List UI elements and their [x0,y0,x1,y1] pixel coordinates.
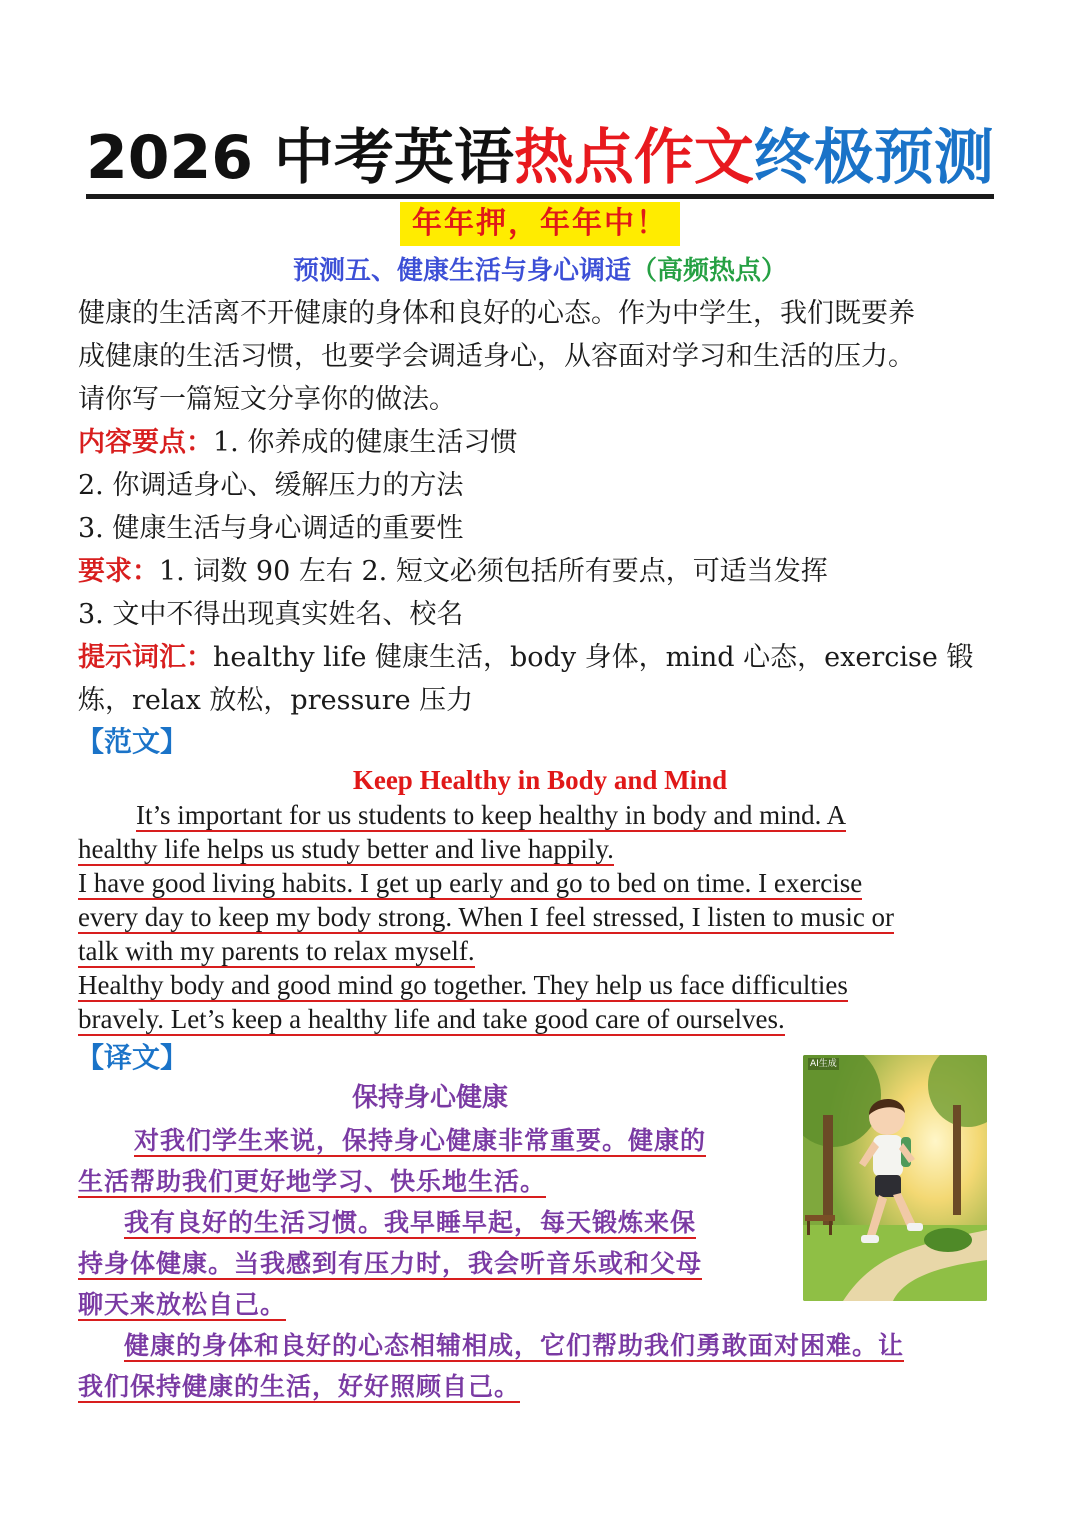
translation-text-final [78,1325,1008,1407]
essay-line-text: healthy life helps us study better and live happily. [78,834,614,864]
essay-line [78,1002,1008,1036]
essay-line-text: Healthy body and good mind go together. They help us face difficulties [78,970,848,1000]
translation-line-text: 我有良好的生活习惯。我早睡早起，每天锻炼来保 [124,1208,697,1237]
essay-line [78,968,1008,1002]
points-label: 内容要点： [78,427,213,458]
essay-line-text: talk with my parents to relax myself. [78,936,475,966]
sample-essay [78,798,1008,1036]
running-boy-illustration [803,1055,987,1301]
intro-line: 成健康的生活习惯，也要学会调适身心，从容面对学习和生活的压力。 [78,341,915,372]
essay-line-text: It’s important for us students to keep healthy in body and mind. A [136,800,847,830]
intro-line: 请你写一篇短文分享你的做法。 [78,384,456,415]
translation-line [78,1325,1008,1366]
translation-line [78,1284,778,1325]
sample-essay-label: 【范文】 [76,725,189,758]
translation-line-text: 健康的身体和良好的心态相辅相成，它们帮助我们勇敢面对困难。让 [124,1331,905,1360]
translation-line [78,1243,778,1284]
essay-title: Keep Healthy in Body and Mind [352,765,728,795]
translation-line [78,1202,778,1243]
point-item: 2. 你调适身心、缓解压力的方法 [78,470,464,501]
point-item: 1. 你养成的健康生活习惯 [213,427,518,458]
translation-line-text: 我们保持健康的生活，好好照顾自己。 [78,1372,521,1401]
essay-line [78,832,1008,866]
title-part-black: 2026 中考英语 [86,123,514,199]
slogan-highlight: 年年押，年年中！ [400,202,680,246]
vocab-text: healthy life 健康生活，body 身体，mind 心态，exercise 锻 [213,642,974,673]
essay-line [78,900,1008,934]
essay-line-text: I have good living habits. I get up early and go to bed on time. I exercise [78,868,863,898]
subtitle-tag: （高频热点） [631,256,788,286]
translation-line-text: 生活帮助我们更好地学习、快乐地生活。 [78,1167,547,1196]
ai-generated-tag: AI生成 [810,1059,837,1069]
requirements-label: 要求： [78,556,159,587]
title-part-red: 热点作文 [514,123,754,199]
essay-line [78,798,1008,832]
vocab-line [78,636,1018,679]
translation-label: 【译文】 [76,1041,189,1074]
essay-line-text: bravely. Let’s keep a healthy life and take good care of ourselves. [78,1004,785,1034]
translation-line [78,1120,778,1161]
point-item: 3. 健康生活与身心调适的重要性 [78,513,464,544]
slogan-wrap [0,202,1080,246]
translation-line-text: 对我们学生来说，保持身心健康非常重要。健康的 [134,1126,707,1155]
essay-line [78,866,1008,900]
vocab-label: 提示词汇： [78,642,213,673]
translation-title: 保持身心健康 [351,1083,508,1113]
translation-line [78,1366,1008,1407]
translation-line-text: 持身体健康。当我感到有压力时，我会听音乐或和父母 [78,1249,703,1278]
essay-line-text: every day to keep my body strong. When I feel stressed, I listen to music or [78,902,895,932]
subtitle-main: 预测五、健康生活与身心调适 [292,256,631,286]
task-description [78,292,1018,722]
intro-line: 健康的生活离不开健康的身体和良好的心态。作为中学生，我们既要养 [78,298,915,329]
translation-line-text: 聊天来放松自己。 [78,1290,287,1319]
translation-line [78,1161,778,1202]
prediction-subtitle [0,252,1080,290]
requirement-item: 3. 文中不得出现真实姓名、校名 [78,599,464,630]
essay-line [78,934,1008,968]
page-title [0,118,1080,198]
requirement-item: 1. 词数 90 左右 2. 短文必须包括所有要点，可适当发挥 [159,556,828,587]
points-line [78,421,1018,464]
translation-text [78,1120,778,1325]
title-part-blue: 终极预测 [754,123,994,199]
requirements-line [78,550,1018,593]
vocab-text: 炼，relax 放松，pressure 压力 [78,685,474,716]
